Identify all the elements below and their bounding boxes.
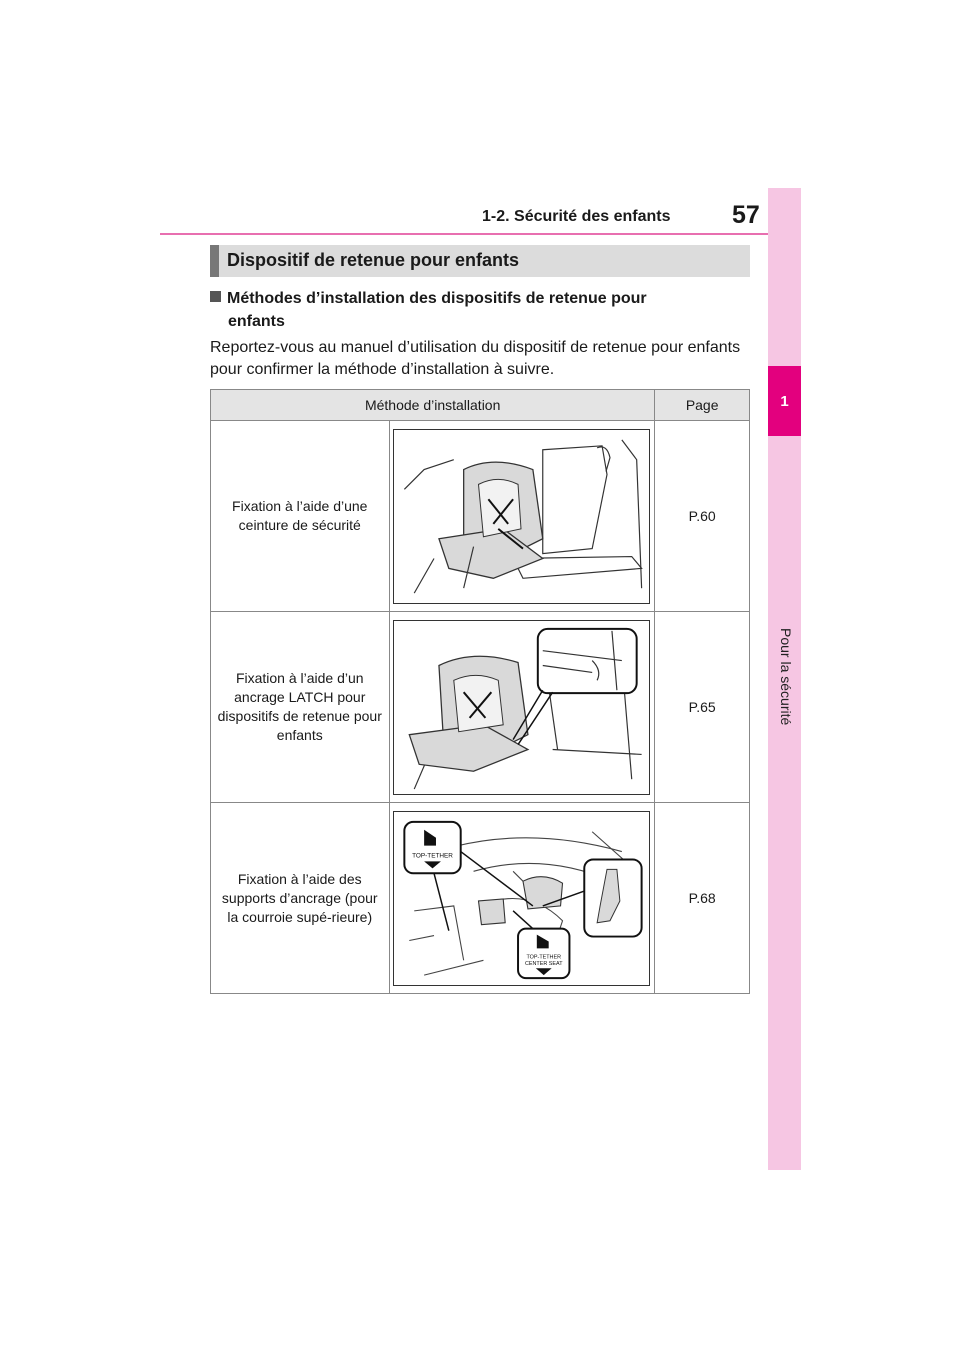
- column-header-method: Méthode d’installation: [211, 390, 655, 421]
- top-tether-illustration: [393, 811, 650, 986]
- table-row: [211, 803, 750, 994]
- top-tether-center-label-1: TOP-TETHER: [526, 953, 562, 960]
- chapter-title-vertical: Pour la sécurité: [778, 628, 794, 726]
- chapter-number-badge: 1: [768, 366, 801, 436]
- seatbelt-install-illustration: [393, 429, 650, 604]
- subheading: Méthodes d’installation des dispositifs de retenue pour enfants: [210, 287, 750, 333]
- illustration-cell: [389, 803, 655, 994]
- header-rule: [160, 233, 768, 235]
- method-cell: Fixation à l’aide des supports d’ancrage (pour la courroie supé-rieure): [211, 803, 390, 994]
- illustration-cell: [389, 421, 655, 612]
- top-tether-label: TOP-TETHER: [412, 851, 454, 859]
- chapter-side-tab: [768, 188, 801, 1170]
- page-ref-cell: P.65: [655, 612, 750, 803]
- method-cell: Fixation à l’aide d’un ancrage LATCH pour dispositifs de retenue pour enfants: [211, 612, 390, 803]
- page-header-section: 1-2. Sécurité des enfants: [482, 208, 671, 225]
- page-number: 57: [732, 201, 760, 229]
- section-title-bar: [210, 245, 750, 277]
- illustration-cell: [389, 612, 655, 803]
- intro-paragraph: Reportez-vous au manuel d’utilisation du dispositif de retenue pour enfants pour confirmer la méthode d’installation à suivre.: [210, 339, 741, 378]
- table-header-row: [211, 390, 750, 421]
- page-ref-cell: P.60: [655, 421, 750, 612]
- method-cell: Fixation à l’aide d’une ceinture de sécurité: [211, 421, 390, 612]
- square-bullet-icon: [210, 291, 221, 302]
- top-tether-center-label-2: CENTER SEAT: [525, 960, 563, 967]
- latch-install-illustration: [393, 620, 650, 795]
- section-title: Dispositif de retenue pour enfants: [227, 250, 520, 270]
- table-row: [211, 612, 750, 803]
- table-row: [211, 421, 750, 612]
- column-header-page: Page: [655, 390, 750, 421]
- installation-methods-table: [210, 389, 750, 994]
- page-ref-cell: P.68: [655, 803, 750, 994]
